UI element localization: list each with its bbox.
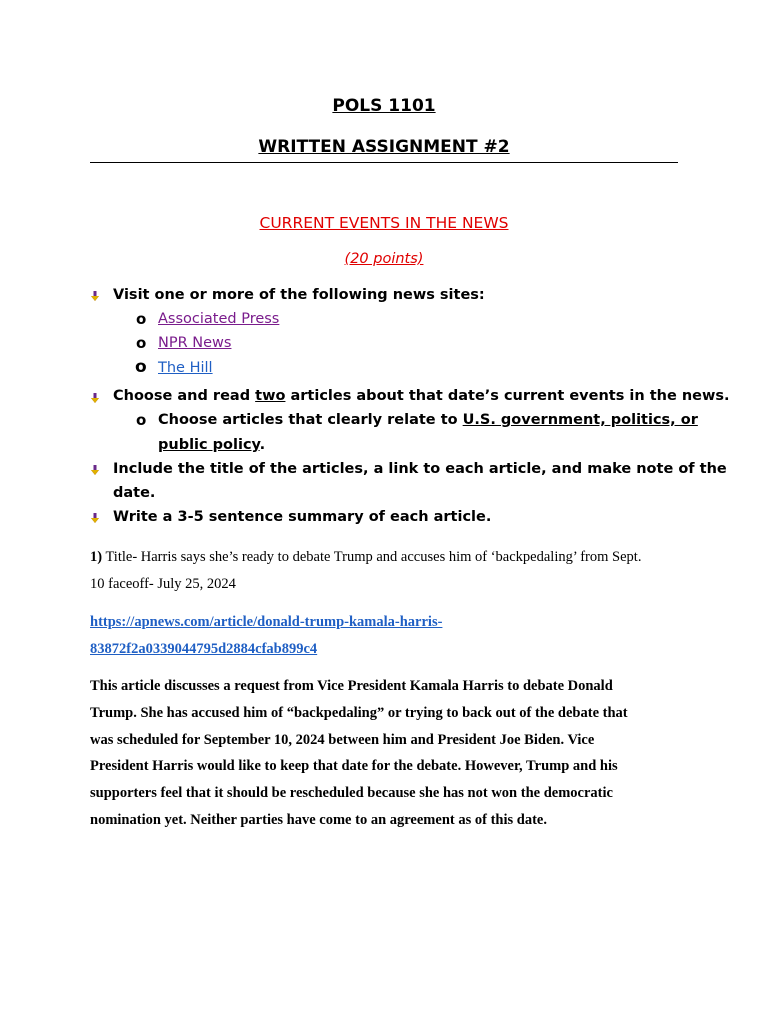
link-npr-news[interactable]: NPR News — [158, 335, 232, 351]
course-title: POLS 1101 — [332, 96, 436, 116]
arrow-down-bullet-icon — [90, 465, 100, 475]
arrow-down-bullet-icon — [90, 393, 100, 403]
entry-title-line2: 10 faceoff- July 25, 2024 — [90, 576, 236, 592]
summary-line: supporters feel that it should be rescheduled because she has not won the democratic — [90, 785, 613, 802]
arrow-down-bullet-icon — [90, 513, 100, 523]
summary-line: This article discusses a request from Vice President Kamala Harris to debate Donald — [90, 678, 613, 694]
instruction-topic-line2: public policy. — [158, 437, 266, 453]
article-summary — [90, 673, 690, 834]
sub-bullet: o — [136, 411, 147, 429]
link-associated-press[interactable]: Associated Press — [158, 311, 280, 327]
sub-bullet: o — [136, 334, 147, 352]
entry-title-line1: 1) Title- Harris says she’s ready to debate Trump and accuses him of ‘backpedaling’ from Sept. — [90, 549, 642, 565]
summary-line: President Harris would like to keep that date for the debate. However, Trump and his — [90, 758, 618, 775]
link-the-hill[interactable]: The Hill — [158, 360, 213, 376]
points-label: (20 points) — [344, 251, 424, 267]
arrow-down-bullet-icon — [90, 291, 100, 301]
section-heading: CURRENT EVENTS IN THE NEWS — [259, 214, 509, 232]
instruction-summary: Write a 3-5 sentence summary of each article. — [113, 509, 492, 525]
sub-bullet: o — [135, 357, 147, 377]
sub-bullet: o — [136, 310, 147, 328]
instruction-include-line2: date. — [113, 485, 156, 501]
summary-line: was scheduled for September 10, 2024 between him and President Joe Biden. Vice — [90, 731, 595, 748]
instruction-topic-line1: Choose articles that clearly relate to U.S. government, politics, or — [158, 412, 698, 428]
article-url-line2[interactable]: 83872f2a0339044795d2884cfab899c4 — [90, 641, 318, 657]
summary-line: nomination yet. Neither parties have come to an agreement as of this date. — [90, 811, 547, 828]
article-url-line1[interactable]: https://apnews.com/article/donald-trump-kamala-harris- — [90, 614, 443, 630]
instruction-include-line1: Include the title of the articles, a link to each article, and make note of the — [113, 461, 727, 477]
horizontal-rule — [90, 162, 678, 163]
instruction-choose-articles: Choose and read two articles about that date’s current events in the news. — [113, 388, 730, 404]
instruction-visit-sites: Visit one or more of the following news sites: — [113, 287, 485, 303]
assignment-title: WRITTEN ASSIGNMENT #2 — [258, 137, 510, 157]
summary-line: Trump. She has accused him of “backpedaling” or trying to back out of the debate that — [90, 704, 628, 721]
